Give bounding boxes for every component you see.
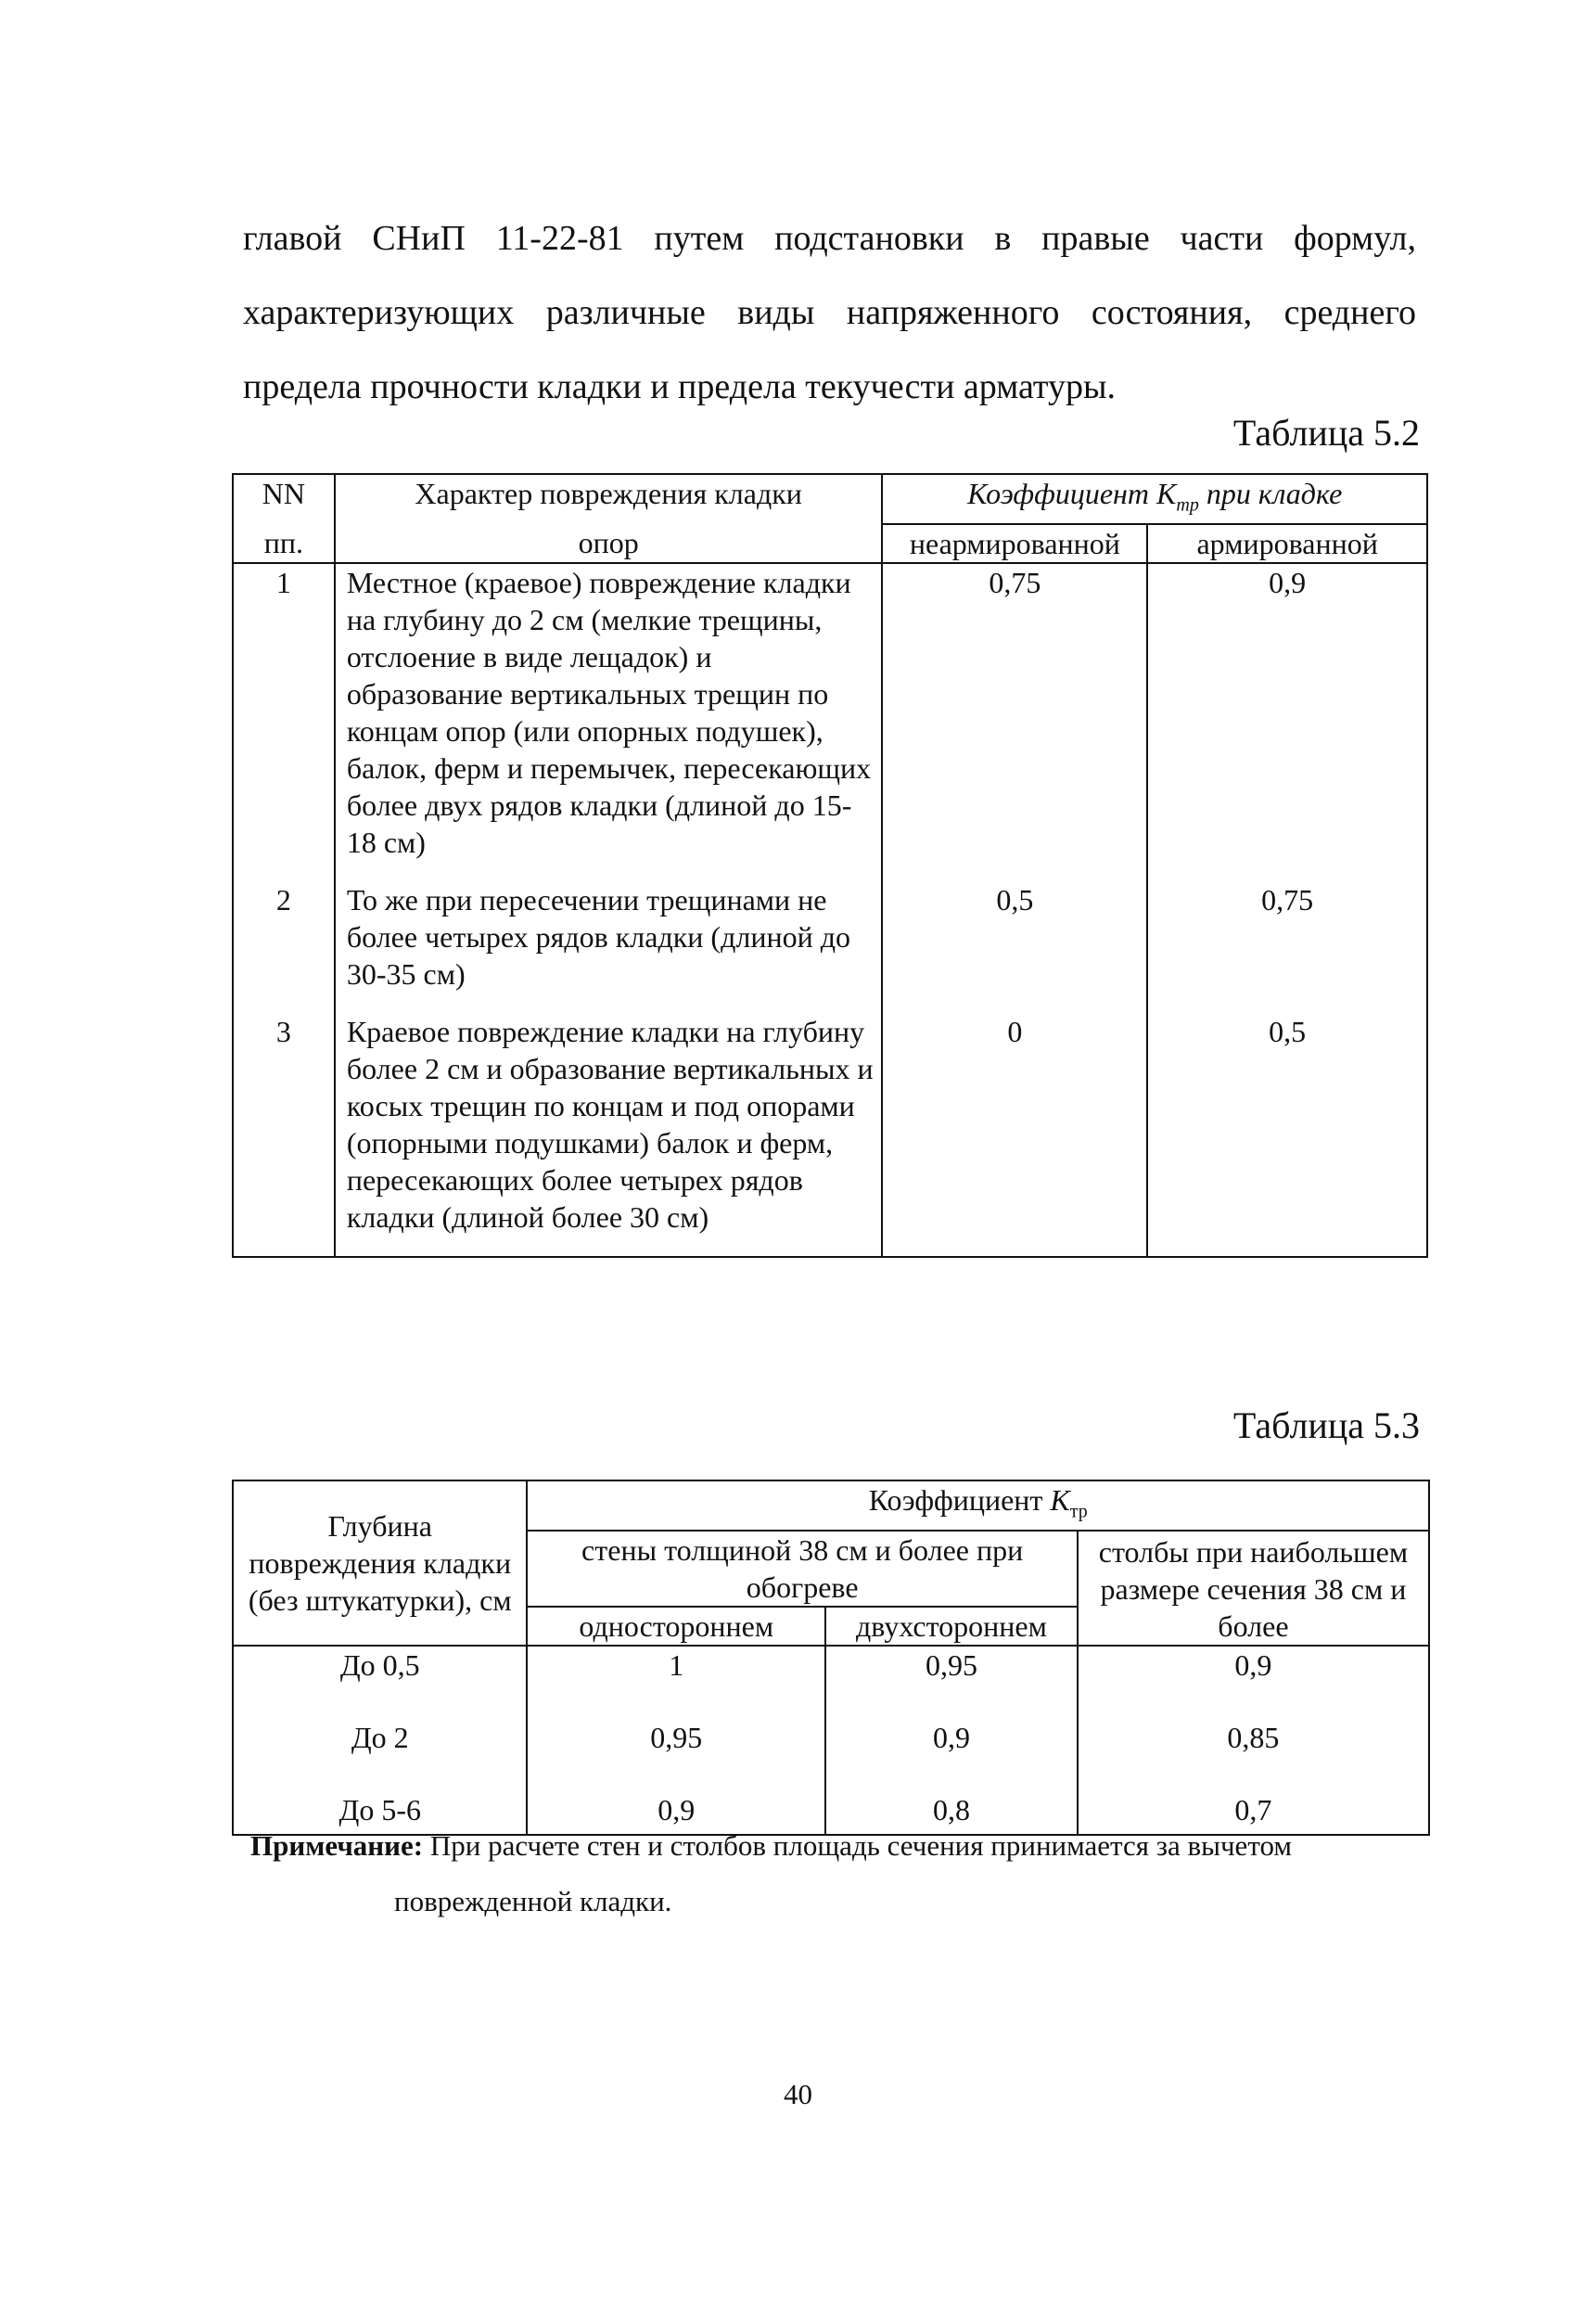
intro-paragraph	[243, 201, 1416, 424]
table-row	[233, 881, 1427, 1013]
header-pillars: столбы при наибольшем размере сечения 38 см и более	[1078, 1531, 1429, 1646]
t53-row-2-pillar: 0,85	[1078, 1719, 1429, 1791]
table-5-3	[232, 1480, 1430, 1836]
header-two-sided: двухстороннем	[825, 1607, 1078, 1646]
note-label: Примечание:	[250, 1829, 424, 1862]
row-3-num: 3	[233, 1013, 335, 1257]
t53-row-1-pillar: 0,9	[1078, 1646, 1429, 1719]
t53-row-3-pillar: 0,7	[1078, 1791, 1429, 1835]
t53-row-2-depth: До 2	[233, 1719, 527, 1791]
header-char-line2: опор	[335, 524, 883, 563]
table-row	[233, 563, 1427, 881]
table-5-2-caption: Таблица 5.2	[1232, 412, 1420, 454]
header-reinforced: армированной	[1147, 524, 1427, 563]
row-1-num: 1	[233, 563, 335, 881]
header-coef-symbol: K	[1156, 477, 1177, 510]
t53-row-2-two: 0,9	[825, 1719, 1078, 1791]
row-3-unreinforced: 0	[882, 1013, 1147, 1257]
header-53-coef-sub: тр	[1069, 1501, 1088, 1522]
table-row	[233, 1646, 1429, 1719]
table-5-3-caption: Таблица 5.3	[1232, 1404, 1420, 1446]
table-row	[233, 1719, 1429, 1791]
header-char-line1: Характер повреждения кладки	[335, 474, 883, 524]
row-2-desc: То же при пересечении трещинами не более четырех рядов кладки (длиной до 30-35 см)	[335, 881, 883, 1013]
header-coefficient-53	[527, 1480, 1429, 1531]
header-coefficient	[882, 474, 1427, 524]
table-5-2	[232, 473, 1428, 1258]
row-1-reinforced: 0,9	[1147, 563, 1427, 881]
header-walls: стены толщиной 38 см и более при обогреве	[527, 1531, 1077, 1607]
t53-row-1-two: 0,95	[825, 1646, 1078, 1719]
header-coef-sub: тр	[1176, 494, 1199, 516]
table-row	[233, 1013, 1427, 1257]
header-num-line2: пп.	[233, 524, 335, 563]
t53-row-3-two: 0,8	[825, 1791, 1078, 1835]
t53-row-1-depth: До 0,5	[233, 1646, 527, 1719]
row-2-num: 2	[233, 881, 335, 1013]
header-coef-suffix: при кладке	[1198, 477, 1343, 510]
header-one-sided: одностороннем	[527, 1607, 825, 1646]
row-2-reinforced: 0,75	[1147, 881, 1427, 1013]
intro-line-2: характеризующих различные виды напряженного состояния, среднего	[243, 293, 1416, 332]
note-continuation: поврежденной кладки.	[394, 1885, 672, 1917]
note-text: При расчете стен и столбов площадь сечения принимается за вычетом	[423, 1829, 1292, 1862]
page-number: 40	[784, 2078, 812, 2110]
row-2-unreinforced: 0,5	[882, 881, 1147, 1013]
header-depth: Глубина повреждения кладки (без штукатурки), см	[233, 1480, 527, 1646]
row-3-reinforced: 0,5	[1147, 1013, 1427, 1257]
row-3-desc: Краевое повреждение кладки на глубину более 2 см и образование вертикальных и косых трещин по концам и под опорами (опорными подушками) балок и ферм, пересекающих более четырех рядов кладки (длиной более 30 см)	[335, 1013, 883, 1257]
t53-row-2-one: 0,95	[527, 1719, 825, 1791]
t53-row-1-one: 1	[527, 1646, 825, 1719]
note	[250, 1827, 1428, 1865]
row-1-unreinforced: 0,75	[882, 563, 1147, 881]
t53-row-3-one: 0,9	[527, 1791, 825, 1835]
header-53-coef-prefix: Коэффициент	[868, 1483, 1051, 1517]
row-1-desc: Местное (краевое) повреждение кладки на глубину до 2 см (мелкие трещины, отслоение в виде лещадок) и образование вертикальных трещин по концам опор (или опорных подушек), балок, ферм и перемычек, пересекающих более двух рядов кладки (длиной до 15-18 см)	[335, 563, 883, 881]
header-coef-prefix: Коэффициент	[967, 477, 1157, 510]
intro-line-1: главой СНиП 11-22-81 путем подстановки в правые части формул,	[243, 219, 1416, 258]
t53-row-3-depth: До 5-6	[233, 1791, 527, 1835]
header-53-coef-symbol: K	[1050, 1483, 1070, 1517]
header-unreinforced: неармированной	[882, 524, 1147, 563]
header-num-line1: NN	[233, 474, 335, 524]
intro-line-3: предела прочности кладки и предела текучести арматуры.	[243, 367, 1117, 406]
